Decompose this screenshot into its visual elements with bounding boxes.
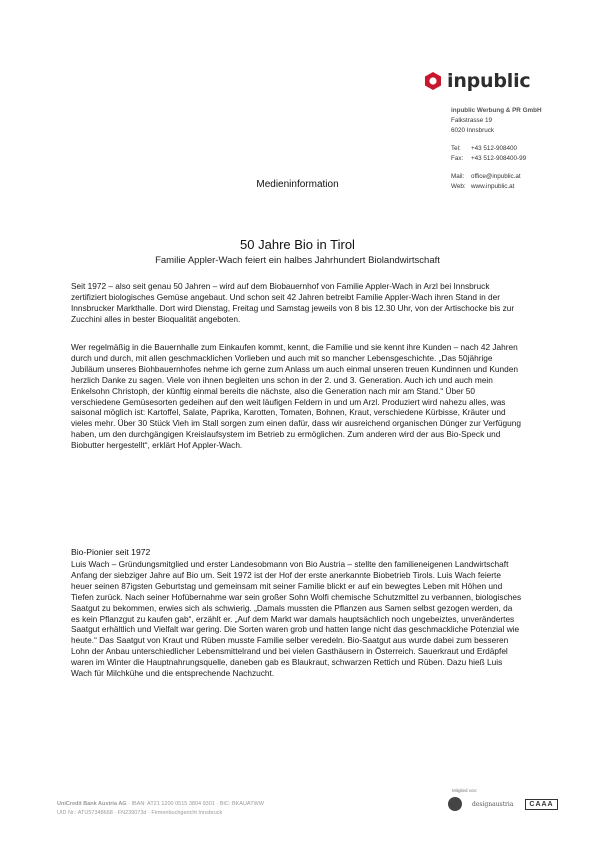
paragraph-text: Seit 1972 – also seit genau 50 Jahren – wird auf dem Biobauernhof von Familie Appler-Wach in Arzl bei Innsbruck zertifiziert biologisches Gemüse angebaut. Und schon seit 42 Jahren betreibt Familie Appler-Wach ihren Stand in der Innsbrucker Markthalle. Dort wird Dienstag, Freitag und Samstag jeweils von 8 bis 12.30 Uhr, von der Artischocke bis zur Zucchini alles in bester Bioqualität angeboten.	[71, 281, 515, 324]
company-street: Falkstrasse 19	[451, 117, 492, 124]
fax-value: +43 512-908400-99	[471, 155, 527, 162]
member-logos	[448, 797, 558, 811]
mail-link[interactable]: office@inpublic.at	[471, 173, 521, 180]
logo-text: inpublic	[447, 70, 531, 92]
bank-name: UniCredit Bank Austria AG	[57, 801, 127, 807]
document-subtitle: Familie Appler-Wach feiert ein halbes Jahrhundert Biolandwirtschaft	[155, 255, 440, 266]
document-type-heading: Medieninformation	[256, 179, 339, 190]
footer-uid-line: UID Nr.: ATU57348668 · FN239073d · Firmenbuchgericht Innsbruck	[57, 809, 223, 816]
inpublic-logo	[423, 71, 530, 91]
company-city: 6020 Innsbruck	[451, 127, 495, 134]
inpublic-hexagon-icon	[423, 71, 443, 91]
fax-label: Fax:	[451, 155, 464, 162]
caaa-logo: CAAA	[525, 799, 557, 810]
tel-value: +43 512-908400	[471, 145, 518, 152]
web-label: Web:	[451, 183, 466, 190]
mail-label: Mail:	[451, 173, 465, 180]
web-link[interactable]: www.inpublic.at	[471, 183, 515, 190]
footer-bank-info	[57, 800, 264, 817]
paragraph-text: Wer regelmäßig in die Bauernhalle zum Einkaufen kommt, kennt, die Familie und sie kennt ihre Kunden – nach 42 Jahren durch und durch, mit allen geschmacklichen Vorlieben und auch mit so mancher Lebensgeschichte. „Das 50jährige Jubiläum unseres Biohbauernhofes nehme ich gerne zum Anlass um auch einmal unseren treuen Kundinnen und Kunden herzlich Danke zu sagen. Viele von ihnen begleiten uns schon in der 2. und 3. Generation. Auch ich und auch mein Enkelsohn Christoph, der künftig einmal bereits die nächste, also die Generation nach mir am Stand.“ Über 50 verschiedene Gemüsesorten gedeihen auf den weit läufigen Feldern in und um Arzl. Produziert wird nahezu alles, was saisonal möglich ist: Kartoffel, Salate, Paprika, Karotten, Tomaten, Bohnen, Kraut, verschiedene Kürbisse, Kräuter und vieles mehr. Über 30 Stück Vieh im Stall sorgen zum einen dafür, dass wir ausreichend organischen Dünger zur Verfügung haben, um den durchgängigen Kreislaufsystem im Betrieb zu ermöglichen. Zum anderen wird der aus Bio-Speck und Biobutter hergestellt“, erklärt Hof Appler-Wach.	[71, 342, 521, 451]
fax-row	[451, 154, 542, 164]
section-heading: Bio-Pionier seit 1972	[71, 547, 151, 557]
paragraph-text: Luis Wach – Gründungsmitglied und erster Landesobmann von Bio Austria – stellte den familieneigenen Landwirtschaft Anfang der siebziger Jahre auf Bio um. Seit 1972 ist der Hof der erste anerkannte Biobetrieb Tirols. Luis Wach feierte heuer seinen 87igsten Geburtstag und gemeinsam mit seiner Familie blickt er auf ein bewegtes Leben mit Höhen und Tiefen zurück. Nach seiner Hofübernahme war sein großer Sohn Wolfi chemische Schutzmittel zu verbannen, biologisches Saatgut zu bekommen, erwies sich als schwierig. „Damals mussten die Pflanzen aus Samen selbst gezogen werden, da es kein Pflanzgut zu kaufen gab“, erzählt er. „Auf dem Markt war damals hauptsächlich noch ungebeiztes, unverändertes Saatgut erhältlich und Vielfalt war gering. Die Sorten waren grob und hatten lange nicht das geschmackliche Potenzial wie heute.“ Das Saatgut von Kraut und Rüben musste Familie selber veredeln. Bio-Saatgut aus wurde dabei zum besseren Lohn der Anbau unterschiedlicher Lebensmittelrand und bei vielen Gasthäusern in Österreich. Sauerkraut und Erdäpfel waren im Winter die Hauptnahrungsquelle, daneben gab es Blaukraut, schwarzen Rettich und Rüben. Dazu hieß Luis Wach für Milchkühe und die entsprechende Nachzucht.	[71, 559, 522, 679]
designaustria-logo: designaustria	[472, 800, 514, 808]
tel-row	[451, 144, 542, 154]
body-paragraph-2	[71, 342, 523, 451]
body-paragraph-3	[71, 559, 523, 679]
body-paragraph-1	[71, 281, 523, 325]
member-logo-circle	[448, 797, 462, 811]
footer-bank-line	[57, 800, 264, 809]
document-title: 50 Jahre Bio in Tirol	[240, 237, 355, 252]
company-name: inpublic Werbung & PR GmbH	[451, 107, 542, 114]
bank-details: · IBAN: AT21 1200 0515 3804 9301 · BIC: BKAUATWW	[126, 801, 264, 807]
tel-label: Tel:	[451, 145, 461, 152]
member-label: Mitglied von:	[452, 788, 478, 793]
